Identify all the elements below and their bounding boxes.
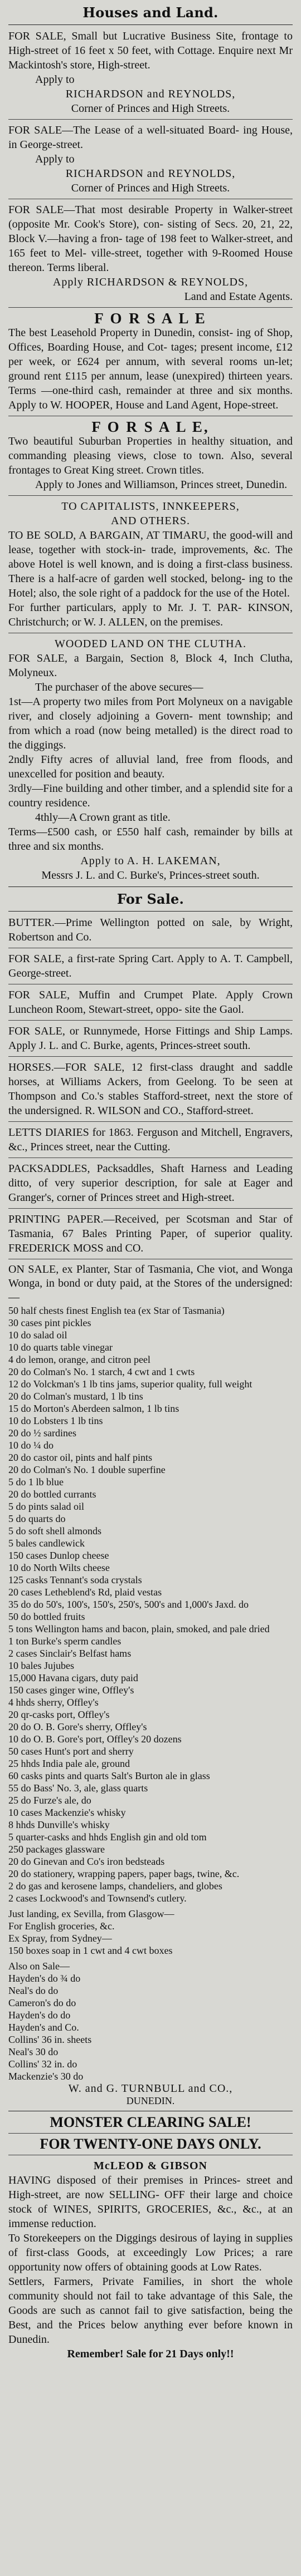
ad-boarding-house [8, 123, 293, 195]
ad-text: 3rdly—Fine building and other timber, and a splendid site for a country residence. [8, 782, 293, 809]
ad-clearing-sale [8, 2115, 293, 2361]
ad-printing-paper [8, 1212, 293, 1255]
ad-text: Two beautiful Suburban Properties in healthy situation, and commanding pleasing views, close to town. Also, several frontages to Great King street. Crown titles. [8, 435, 293, 476]
list-item: 5 do pints salad oil [8, 1501, 84, 1512]
ad-header: F O R S A L E [94, 310, 207, 327]
list-item: 10 do ¼ do [8, 1440, 54, 1451]
ad-packsaddles [8, 1161, 293, 1205]
list-item: 125 casks Tennant's soda crystals [8, 1574, 142, 1585]
list-item: 1 ton Burke's sperm candles [8, 1636, 122, 1647]
divider [8, 1121, 293, 1122]
ad-walker-street [8, 203, 293, 304]
ad-address: Corner of Princes and High Streets. [71, 102, 230, 115]
list-item: 2 cases Sinclair's Belfast hams [8, 1648, 132, 1659]
ad-text: TO BE SOLD, A BARGAIN, AT TIMARU, the good-will and lease, together with stock-in- trade, improvements, &c. The above Hotel is well known, and is doing a first-class business. There is a half-acre of garden well stocked, belong- ing to the Hotel; also, the sole right of a paddock for the use of the Hotel. [8, 529, 293, 599]
ad-address: Land and Estate Agents. [184, 290, 293, 303]
list-item: 5 tons Wellington hams and bacon, plain, smoked, and pale dried [8, 1623, 270, 1634]
list-item: Ex Spray, from Sydney— [8, 1933, 112, 1944]
list-item: 25 hhds India pale ale, ground [8, 1758, 130, 1769]
list-item: Hayden's do do [8, 2009, 71, 2021]
ad-text: LETTS DIARIES for 1863. Ferguson and Mitchell, Engravers, &c., Princes street, near the Cutting. [8, 1126, 293, 1153]
ad-butter [8, 915, 293, 944]
list-item: 5 do quarts do [8, 1513, 66, 1524]
ad-address: Corner of Princes and High Streets. [71, 182, 230, 194]
list-item: Mackenzie's 30 do [8, 2071, 84, 2082]
ad-suburban [8, 420, 293, 492]
list-item: 20 do Colman's No. 1 starch, 4 cwt and 1 cwts [8, 1366, 195, 1377]
list-item: 150 cases Dunlop cheese [8, 1550, 109, 1561]
list-item: 20 do Ginevan and Co's iron bedsteads [8, 1856, 165, 1867]
list-item: 20 do Colman's mustard, 1 lb tins [8, 1391, 143, 1402]
ad-signature: W. and G. TURNBULL and CO., [68, 2082, 233, 2095]
list-item: 55 do Bass' No. 3, ale, glass quarts [8, 1782, 148, 1794]
ad-text: FOR SALE—That most desirable Property in Walker-street (opposite Mr. Cook's Store), con- sisting of Secs. 20, 21, 22, Block V.—having a fron- tage of 198 feet to Walker-street, and 165 feet to Mel- ville-street, together with 9-Roomed House thereon. Terms liberal. [8, 204, 293, 274]
list-item: 10 do salad oil [8, 1329, 67, 1341]
divider [8, 495, 293, 496]
list-item: 20 do stationery, wrapping papers, paper bags, twine, &c. [8, 1868, 240, 1879]
ad-apply: Apply to [35, 73, 75, 86]
list-item: Cameron's do do [8, 1997, 76, 2008]
ad-text: 1st—A property two miles from Port Molyneux on a navigable river, and closely adjoining a Govern- ment township; and from which a road (now being metalled) is the direct road to the diggings. [8, 696, 293, 751]
ad-spring-cart [8, 952, 293, 981]
ad-text: 2ndly Fifty acres of alluvial land, free from floods, and unexcelled for position and beauty. [8, 753, 293, 780]
list-item: 20 do ½ sardines [8, 1427, 76, 1439]
list-item: 4 hhds sherry, Offley's [8, 1697, 99, 1708]
ad-agent: RICHARDSON and REYNOLDS, [65, 168, 236, 180]
divider [8, 1020, 293, 1021]
ad-place: DUNEDIN. [126, 2095, 175, 2106]
page-column [8, 0, 293, 2361]
ad-text: FOR SALE, or Runnymede, Horse Fittings and Ship Lamps. Apply J. L. and C. Burke, agents, Princes-street south. [8, 1025, 293, 1052]
list-item: 15 do Morton's Aberdeen salmon, 1 lb tins [8, 1403, 179, 1414]
divider [8, 1208, 293, 1209]
clearing-text: To Storekeepers on the Diggings desirous of laying in supplies of first-class Goods, at exceedingly Low Prices; a rare opportunity now offers of obtaining goods at Low Rates. [8, 2232, 293, 2273]
list-item: 4 do lemon, orange, and citron peel [8, 1354, 151, 1365]
clearing-title: MONSTER CLEARING SALE! [50, 2114, 251, 2130]
ad-text: The purchaser of the above secures— [35, 681, 203, 693]
ad-diaries [8, 1125, 293, 1154]
clearing-firm: McLEOD & GIBSON [94, 2160, 207, 2172]
list-item: 20 do Colman's No. 1 double superfine [8, 1464, 166, 1475]
list-item: 20 cases Letheblend's Rd, plaid vestas [8, 1587, 162, 1598]
ad-text: The best Leasehold Property in Dunedin, consist- ing of Shop, Offices, Boarding House, and Cot- tages; present income, £12 per week, or £624 per annum, with several rooms un-let; ground rent £115 per annum, lease (unexpired) thirteen years. Terms —one-third cash, remainder at three and six months. Apply to W. HOOPER, House and Land Agent, Hope-street. [8, 327, 293, 411]
clearing-text: HAVING disposed of their premises in Princes- street and High-street, are now SELLING- OFF their large and choice stock of WINES, SPIRITS, GROCERIES, &c., &c., at an immense reduction. [8, 2174, 293, 2230]
list-item: 5 do soft shell almonds [8, 1525, 101, 1536]
divider [8, 307, 293, 308]
ad-text: FOR SALE, a Bargain, Section 8, Block 4, Inch Clutha, Molyneux. [8, 652, 293, 679]
list-item: Collins' 32 in. do [8, 2058, 77, 2070]
ad-header: F O R S A L E, [91, 418, 210, 435]
list-item: 5 bales candlewick [8, 1538, 85, 1549]
list-item: 20 do castor oil, pints and half pints [8, 1452, 152, 1463]
ad-text: FOR SALE—The Lease of a well-situated Board- ing House, in George-street. [8, 124, 293, 151]
list-item: 5 quarter-casks and hhds English gin and old tom [8, 1831, 207, 1843]
list-item: For English groceries, &c. [8, 1920, 115, 1932]
ad-timaru-hotel [8, 499, 293, 629]
ad-text: HORSES.—FOR SALE, 12 first-class draught and saddle horses, at Williams Ackers, from Geelong. To be seen at Thompson and Co.'s stables Stafford-street, next the store of the undersigned. R. WILSON and CO., Stafford-street. [8, 1061, 293, 1117]
list-item: 10 do quarts table vinegar [8, 1342, 113, 1353]
ad-stores-list [8, 1263, 293, 2107]
ad-clutha [8, 637, 293, 883]
list-item: 50 do bottled fruits [8, 1611, 85, 1622]
ad-agent: RICHARDSON and REYNOLDS, [65, 88, 236, 100]
list-item: Neal's do do [8, 1985, 59, 1996]
ad-text: 4thly—A Crown grant as title. [35, 811, 171, 824]
ad-text: FOR SALE, Small but Lucrative Business Site, frontage to High-street of 16 feet x 50 feet, with Cottage. Enquire next Mr Mackintosh's store, High-street. [8, 30, 293, 71]
list-item: Also on Sale— [8, 1961, 70, 1972]
list-item: 10 bales Jujubes [8, 1660, 74, 1671]
ad-text: FOR SALE, Muffin and Crumpet Plate. Apply Crown Luncheon Room, Stewart-street, oppo- site the Gaol. [8, 989, 293, 1016]
list-item: Collins' 36 in. sheets [8, 2034, 92, 2045]
ad-text: FOR SALE, a first-rate Spring Cart. Apply to A. T. Campbell, George-street. [8, 953, 293, 979]
list-item: 150 cases ginger wine, Offley's [8, 1685, 134, 1696]
list-item: 150 boxes soap in 1 cwt and 4 cwt boxes [8, 1945, 173, 1956]
list-item: 2 cases Lockwood's and Townsend's cutlery. [8, 1893, 187, 1904]
list-item: 15,000 Havana cigars, duty paid [8, 1672, 138, 1683]
also-list [8, 1960, 293, 2082]
list-item: 10 do Lobsters 1 lb tins [8, 1415, 103, 1426]
divider [8, 2133, 293, 2134]
list-item: 35 do do 50's, 100's, 150's, 250's, 500's and 1,000's Jaxd. do [8, 1599, 249, 1610]
divider [8, 886, 293, 887]
divider [8, 911, 293, 912]
list-item: 50 cases Hunt's port and sherry [8, 1746, 134, 1757]
clearing-remember: Remember! Sale for 21 Days only!! [67, 2348, 234, 2360]
ad-business-site [8, 29, 293, 116]
list-item: 50 half chests finest English tea (ex Star of Tasmania) [8, 1305, 225, 1316]
items-list [8, 1304, 293, 1904]
divider [8, 24, 293, 25]
ad-text: Terms—£500 cash, or £550 half cash, remainder by bills at three and six months. [8, 826, 293, 853]
ad-text: Apply to Jones and Williamson, Princes street, Dunedin. [35, 479, 288, 491]
list-item: 20 do bottled currants [8, 1489, 96, 1500]
list-item: 8 hhds Dunville's whisky [8, 1819, 110, 1830]
list-item: 5 do 1 lb blue [8, 1476, 64, 1488]
list-item: 250 packages glassware [8, 1844, 105, 1855]
ad-text: PACKSADDLES, Packsaddles, Shaft Harness and Leading ditto, of very superior description, for sale at Eager and Granger's, corner of Princes street and High-street. [8, 1163, 293, 1204]
list-item: Neal's 30 do [8, 2046, 59, 2057]
clearing-text: Settlers, Farmers, Private Families, in short the whole community should not fail to take advantage of this Sale, the Goods are such as cannot fail to give satisfaction, being the Best, and the Prices below anything ever before known in Dunedin. [8, 2275, 293, 2346]
list-item: 20 qr-casks port, Offley's [8, 1709, 110, 1720]
ad-title: WOODED LAND ON THE CLUTHA. [55, 638, 246, 650]
list-item: 25 do Furze's ale, do [8, 1795, 91, 1806]
clearing-subtitle: FOR TWENTY-ONE DAYS ONLY. [40, 2136, 261, 2152]
ad-intro: ON SALE, ex Planter, Star of Tasmania, Che viot, and Wonga Wonga, in bond or duty paid, at the Stores of the undersigned:— [8, 1263, 293, 1303]
list-item: 30 cases pint pickles [8, 1317, 91, 1328]
list-item: 10 do O. B. Gore's port, Offley's 20 dozens [8, 1733, 182, 1745]
ad-text: For further particulars, apply to Mr. J. T. PAR- KINSON, Christchurch; or W. J. ALLEN, on the premises. [8, 602, 293, 628]
list-item: Hayden's do ¾ do [8, 1973, 81, 1984]
list-item: 20 do O. B. Gore's sherry, Offley's [8, 1721, 147, 1732]
list-item: 12 do Volckman's 1 lb tins jams, superior quality, full weight [8, 1378, 253, 1390]
ad-agent: Apply RICHARDSON & REYNOLDS, [52, 276, 249, 288]
list-item: 60 casks pints and quarts Salt's Burton ale in glass [8, 1770, 210, 1781]
ad-ship-lamps [8, 1024, 293, 1053]
list-item: Just landing, ex Sevilla, from Glasgow— [8, 1908, 174, 1919]
ad-horses [8, 1060, 293, 1118]
divider [8, 119, 293, 120]
ad-text: BUTTER.—Prime Wellington potted on sale, by Wright, Robertson and Co. [8, 917, 293, 943]
divider [8, 1056, 293, 1057]
ad-title: AND OTHERS. [110, 515, 191, 527]
ad-muffin-plate [8, 988, 293, 1017]
ad-title: TO CAPITALISTS, INNKEEPERS, [61, 500, 240, 513]
ad-text: PRINTING PAPER.—Received, per Scotsman and Star of Tasmania, 67 Bales Printing Paper, of superior quality. FREDERICK MOSS and CO. [8, 1213, 293, 1254]
list-item: 10 do North Wilts cheese [8, 1562, 110, 1573]
section-heading: Houses and Land. [82, 4, 219, 21]
list-item: Hayden's and Co. [8, 2022, 79, 2033]
for-sale-heading: For Sale. [116, 891, 185, 907]
ad-leasehold [8, 311, 293, 412]
ad-address: Messrs J. L. and C. Burke's, Princes-street south. [41, 869, 260, 881]
ad-apply: Apply to [35, 153, 75, 165]
list-item: 10 cases Mackenzie's whisky [8, 1807, 126, 1818]
landing-list [8, 1908, 293, 1957]
ad-agent: Apply to A. H. LAKEMAN, [80, 855, 221, 867]
list-item: 2 do gas and kerosene lamps, chandeliers, and globes [8, 1880, 222, 1892]
